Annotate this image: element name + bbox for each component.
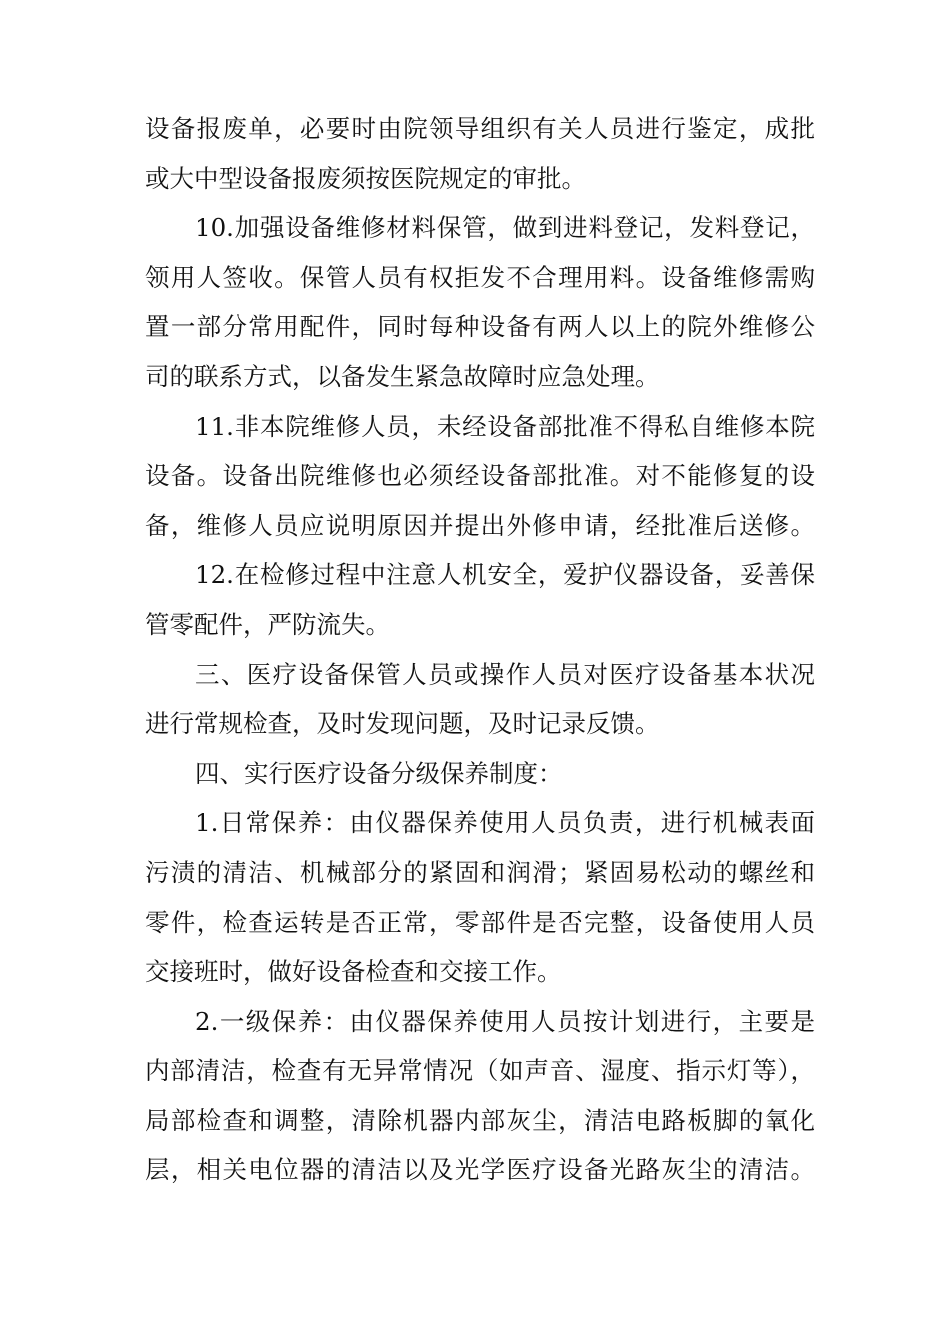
text-line: 2.一级保养：由仪器保养使用人员按计划进行，主要是 xyxy=(195,1006,815,1036)
text-line: 10.加强设备维修材料保管，做到进料登记，发料登记， xyxy=(195,213,815,243)
text-line: 四、实行医疗设备分级保养制度： xyxy=(195,758,563,788)
text-line: 层，相关电位器的清洁以及光学医疗设备光路灰尘的清洁。 xyxy=(145,1155,815,1185)
document-body xyxy=(145,104,815,1195)
text-line: 内部清洁，检查有无异常情况（如声音、湿度、指示灯等）， xyxy=(145,1056,815,1086)
text-line: 11.非本院维修人员，未经设备部批准不得私自维修本院 xyxy=(195,411,815,441)
text-line: 领用人签收。保管人员有权拒发不合理用料。设备维修需购 xyxy=(145,262,815,292)
text-line: 设备报废单，必要时由院领导组织有关人员进行鉴定，成批 xyxy=(145,114,815,143)
text-line: 污渍的清洁、机械部分的紧固和润滑；紧固易松动的螺丝和 xyxy=(145,857,815,887)
text-line: 备，维修人员应说明原因并提出外修申请，经批准后送修。 xyxy=(145,510,815,540)
text-line: 局部检查和调整，清除机器内部灰尘，清洁电路板脚的氧化 xyxy=(145,1105,815,1135)
text-line: 进行常规检查，及时发现问题，及时记录反馈。 xyxy=(145,709,660,739)
text-line: 三、医疗设备保管人员或操作人员对医疗设备基本状况 xyxy=(195,659,815,689)
text-line: 司的联系方式，以备发生紧急故障时应急处理。 xyxy=(145,361,660,391)
text-line: 零件，检查运转是否正常，零部件是否完整，设备使用人员 xyxy=(145,907,815,937)
text-line: 置一部分常用配件，同时每种设备有两人以上的院外维修公 xyxy=(145,312,815,342)
text-line: 设备。设备出院维修也必须经设备部批准。对不能修复的设 xyxy=(145,461,815,491)
text-line: 管零配件，严防流失。 xyxy=(145,609,390,639)
text-line: 交接班时，做好设备检查和交接工作。 xyxy=(145,957,562,987)
text-line: 12.在检修过程中注意人机安全，爱护仪器设备，妥善保 xyxy=(195,560,815,590)
text-line: 或大中型设备报废须按医院规定的审批。 xyxy=(145,163,586,193)
text-line: 1.日常保养：由仪器保养使用人员负责，进行机械表面 xyxy=(195,808,815,838)
